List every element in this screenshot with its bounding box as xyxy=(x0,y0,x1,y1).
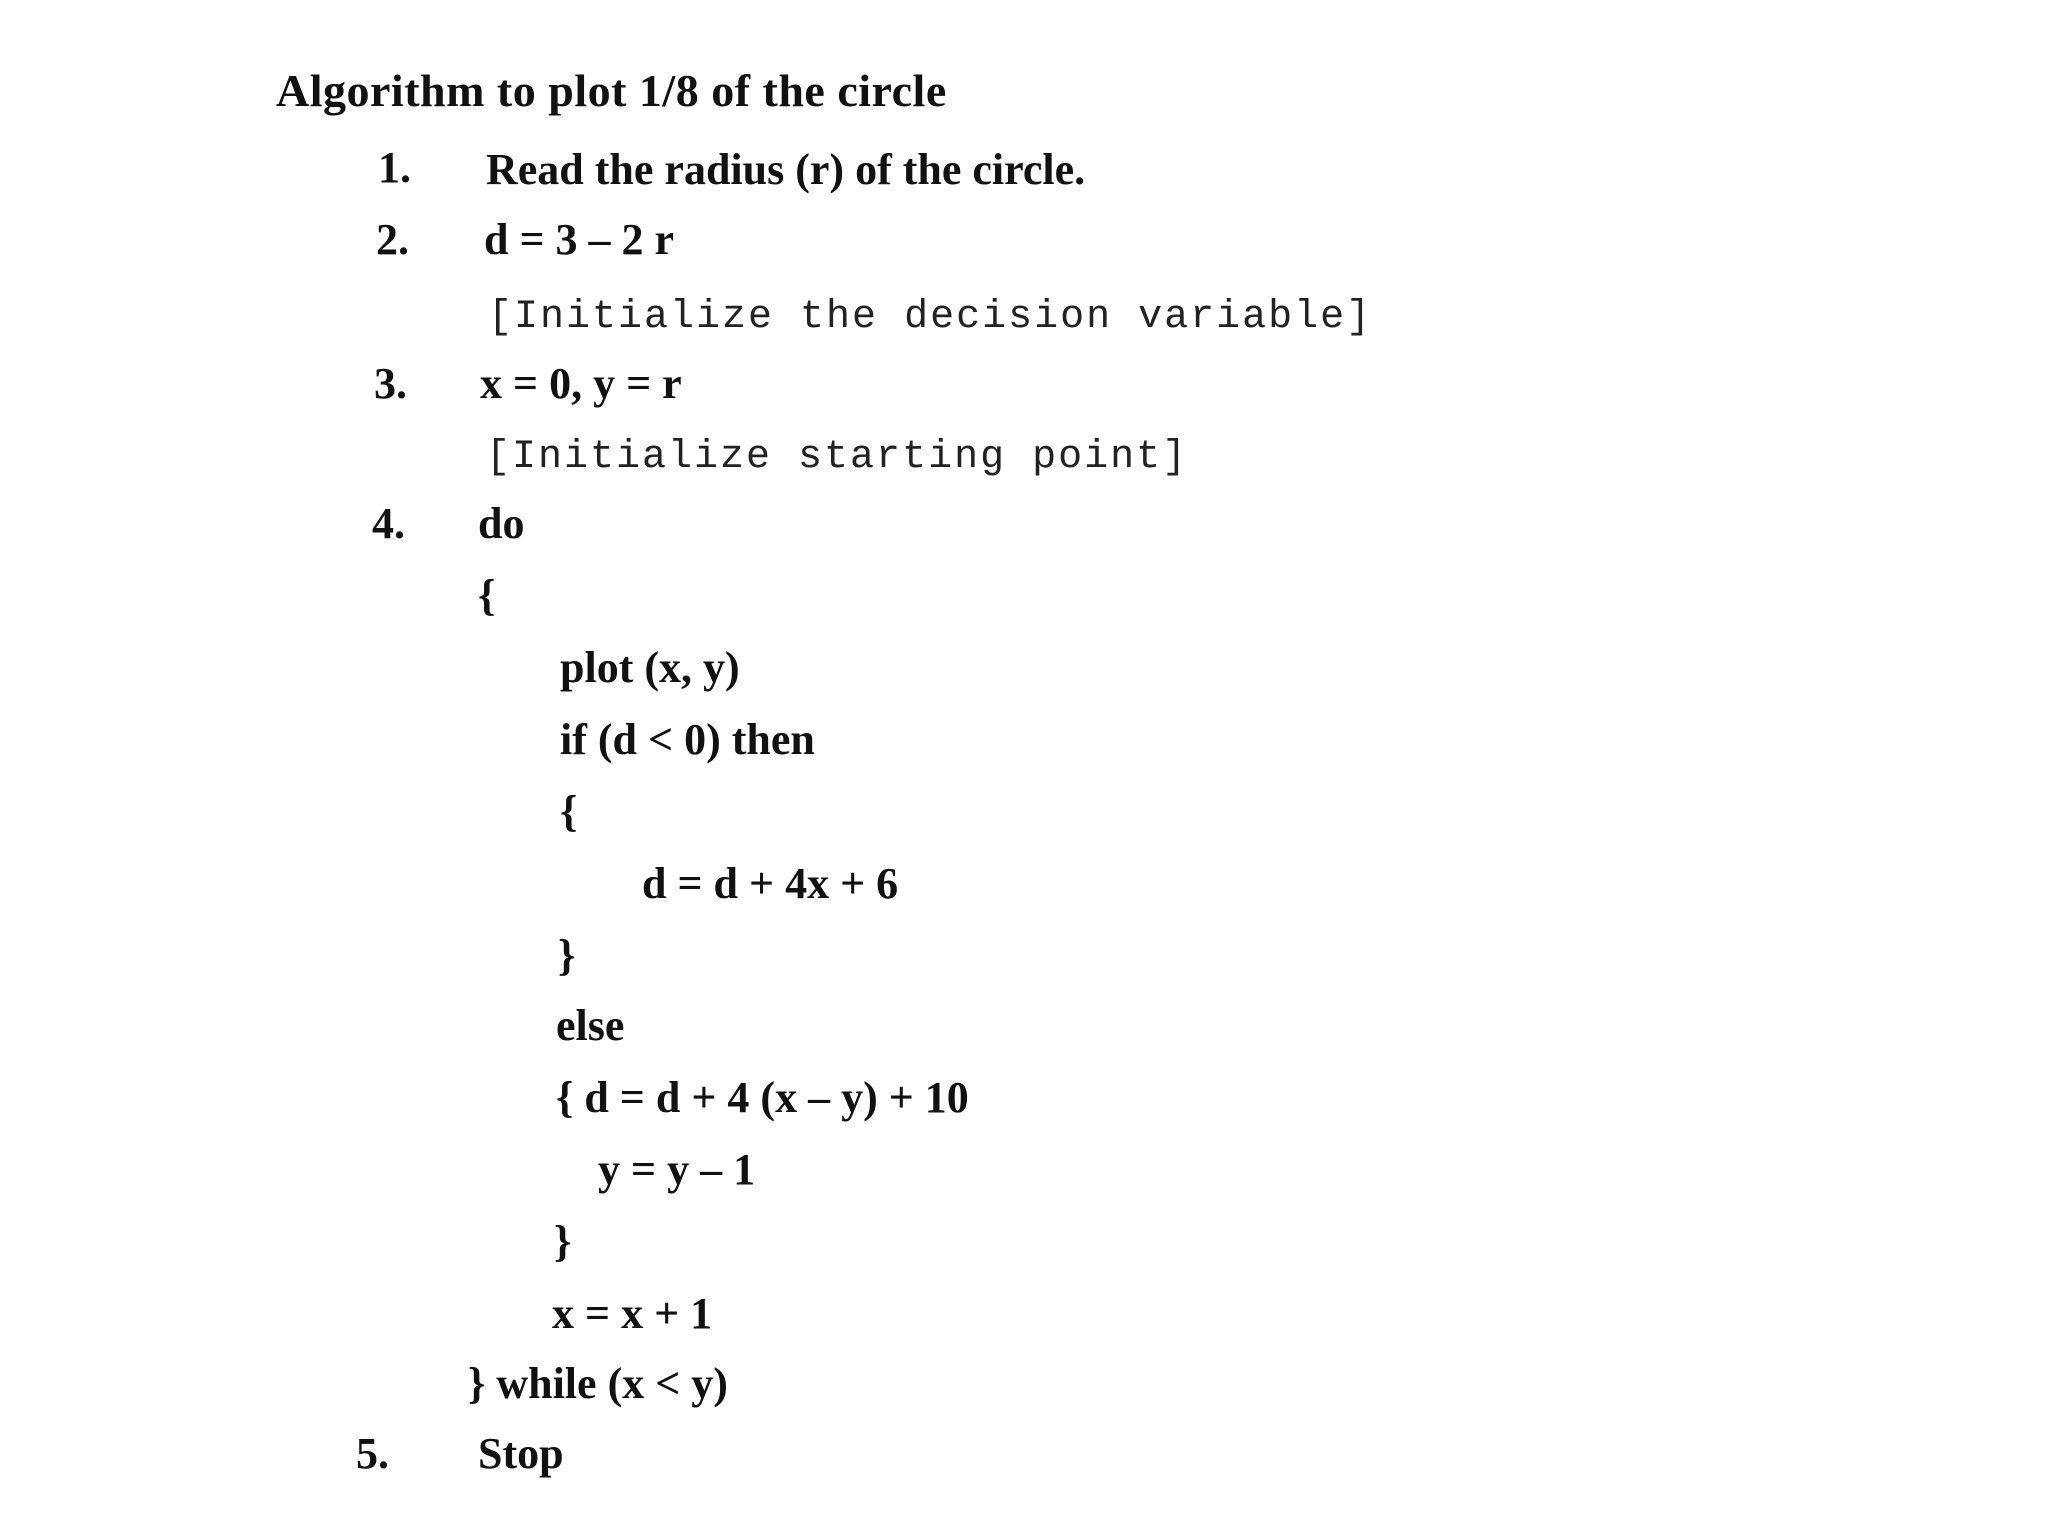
else-close-brace: } xyxy=(554,1217,572,1266)
comment-init-start: [Initialize starting point] xyxy=(486,435,1189,480)
else-statement-2: y = y – 1 xyxy=(598,1145,756,1194)
step-number-3: 3. xyxy=(374,359,407,408)
step-text-5: Stop xyxy=(478,1429,564,1478)
if-statement: d = d + 4x + 6 xyxy=(642,859,899,908)
while-condition: } while (x < y) xyxy=(468,1359,728,1408)
if-open-brace: { xyxy=(560,787,578,836)
step-text-4: do xyxy=(478,499,525,548)
comment-init-decision: [Initialize the decision variable] xyxy=(488,295,1373,340)
step-number-4: 4. xyxy=(372,499,405,548)
else-keyword: else xyxy=(556,1001,625,1050)
loop-if: if (d < 0) then xyxy=(560,715,815,764)
loop-open-brace: { xyxy=(478,571,496,620)
step-text-3: x = 0, y = r xyxy=(480,359,682,408)
else-statement-1: { d = d + 4 (x – y) + 10 xyxy=(556,1073,969,1122)
loop-plot: plot (x, y) xyxy=(560,643,740,692)
step-number-5: 5. xyxy=(356,1429,389,1478)
increment-x: x = x + 1 xyxy=(552,1289,713,1338)
step-text-2: d = 3 – 2 r xyxy=(484,215,675,264)
step-text-1: Read the radius (r) of the circle. xyxy=(486,145,1086,194)
algorithm-title: Algorithm to plot 1/8 of the circle xyxy=(276,65,947,116)
step-number-1: 1. xyxy=(378,143,411,192)
if-close-brace: } xyxy=(558,931,576,980)
step-number-2: 2. xyxy=(376,215,409,264)
